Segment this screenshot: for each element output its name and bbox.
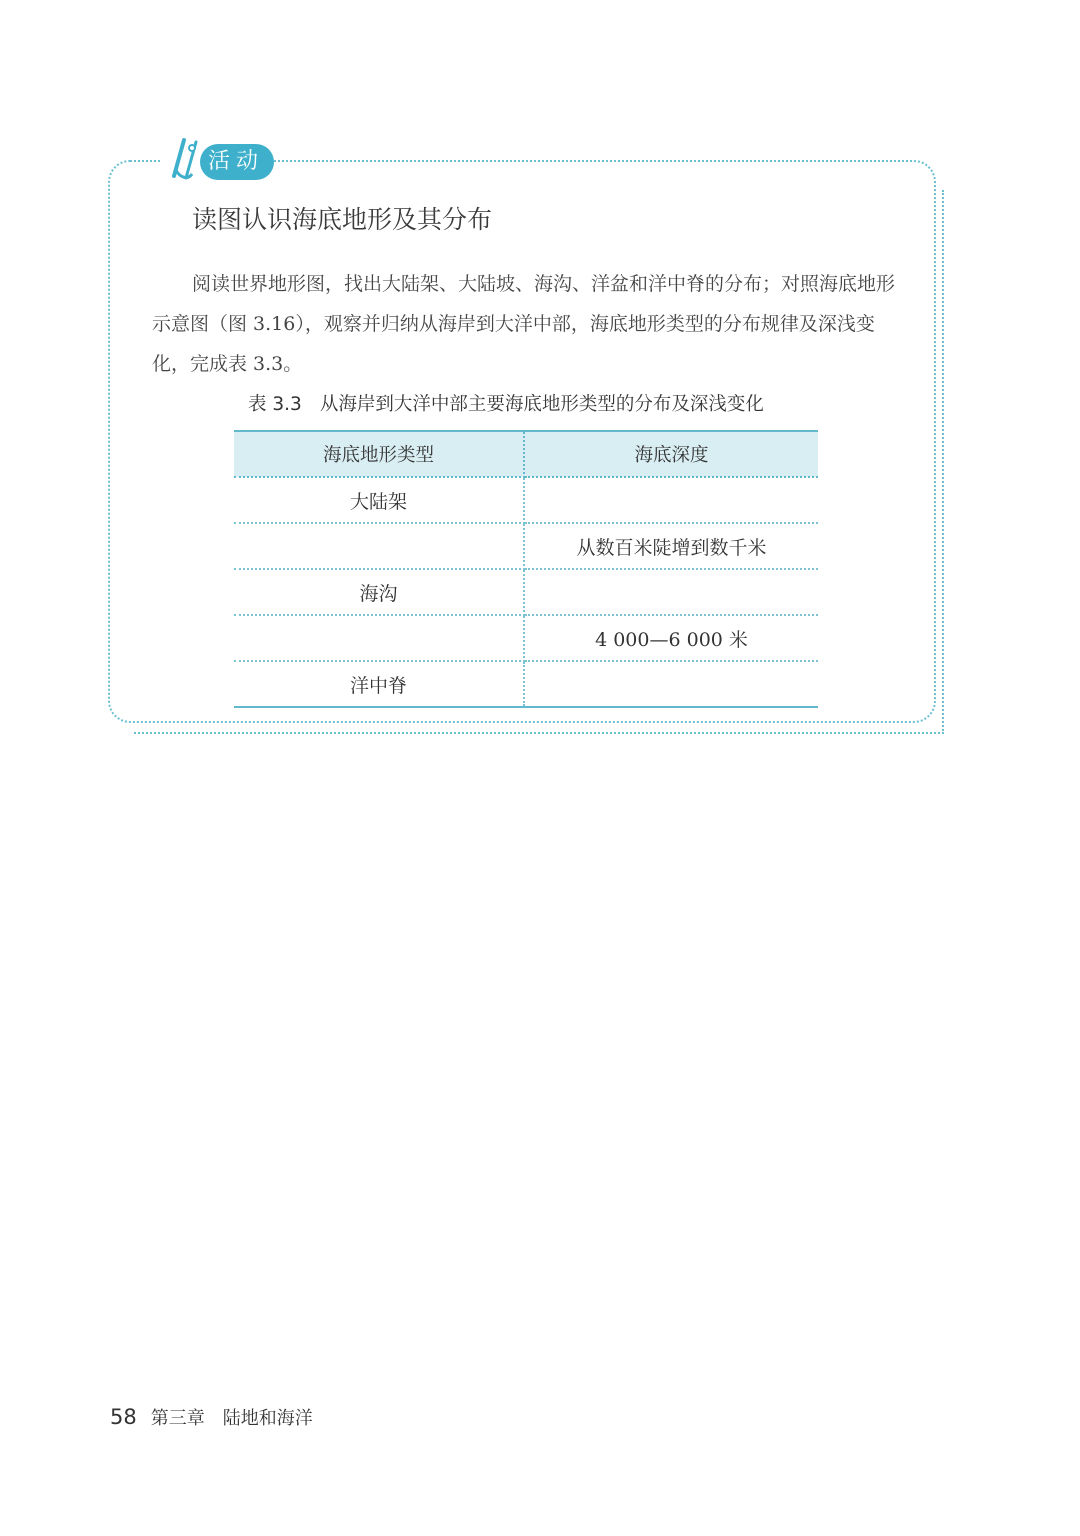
header-landform-type: 海底地形类型 bbox=[234, 431, 524, 477]
table-row bbox=[234, 615, 818, 661]
page-footer bbox=[110, 1404, 313, 1430]
seafloor-table bbox=[234, 430, 818, 708]
table-header-row bbox=[234, 431, 818, 477]
activity-badge-label: 活动 bbox=[200, 144, 274, 180]
table-row bbox=[234, 477, 818, 523]
table-cell-type bbox=[234, 523, 524, 569]
activity-title: 读图认识海底地形及其分布 bbox=[192, 205, 493, 234]
page-number: 58 bbox=[110, 1405, 137, 1429]
table-cell-depth: 从数百米陡增到数千米 bbox=[524, 523, 818, 569]
table-cell-depth bbox=[524, 477, 818, 523]
activity-paragraph bbox=[152, 264, 904, 384]
chapter-label: 第三章 bbox=[150, 1408, 205, 1429]
table-row bbox=[234, 523, 818, 569]
table-cell-depth: 4 000—6 000 米 bbox=[524, 615, 818, 661]
table-cell-depth bbox=[524, 569, 818, 615]
table-caption-number: 表 3.3 bbox=[248, 394, 302, 415]
table-caption-text: 从海岸到大洋中部主要海底地形类型的分布及深浅变化 bbox=[319, 394, 764, 415]
activity-badge bbox=[162, 132, 274, 188]
table-row bbox=[234, 661, 818, 707]
table-caption bbox=[248, 390, 764, 416]
table-cell-type: 海沟 bbox=[234, 569, 524, 615]
activity-paragraph-text: 阅读世界地形图，找出大陆架、大陆坡、海沟、洋盆和洋中脊的分布；对照海底地形示意图（图 3.16），观察并归纳从海岸到大洋中部，海底地形类型的分布规律及深浅变化，完成表 3.3。 bbox=[152, 273, 896, 375]
chapter-title: 陆地和海洋 bbox=[222, 1408, 313, 1429]
table-cell-type bbox=[234, 615, 524, 661]
table-cell-type: 洋中脊 bbox=[234, 661, 524, 707]
table-cell-type: 大陆架 bbox=[234, 477, 524, 523]
header-depth: 海底深度 bbox=[524, 431, 818, 477]
table-row bbox=[234, 569, 818, 615]
table-cell-depth bbox=[524, 661, 818, 707]
